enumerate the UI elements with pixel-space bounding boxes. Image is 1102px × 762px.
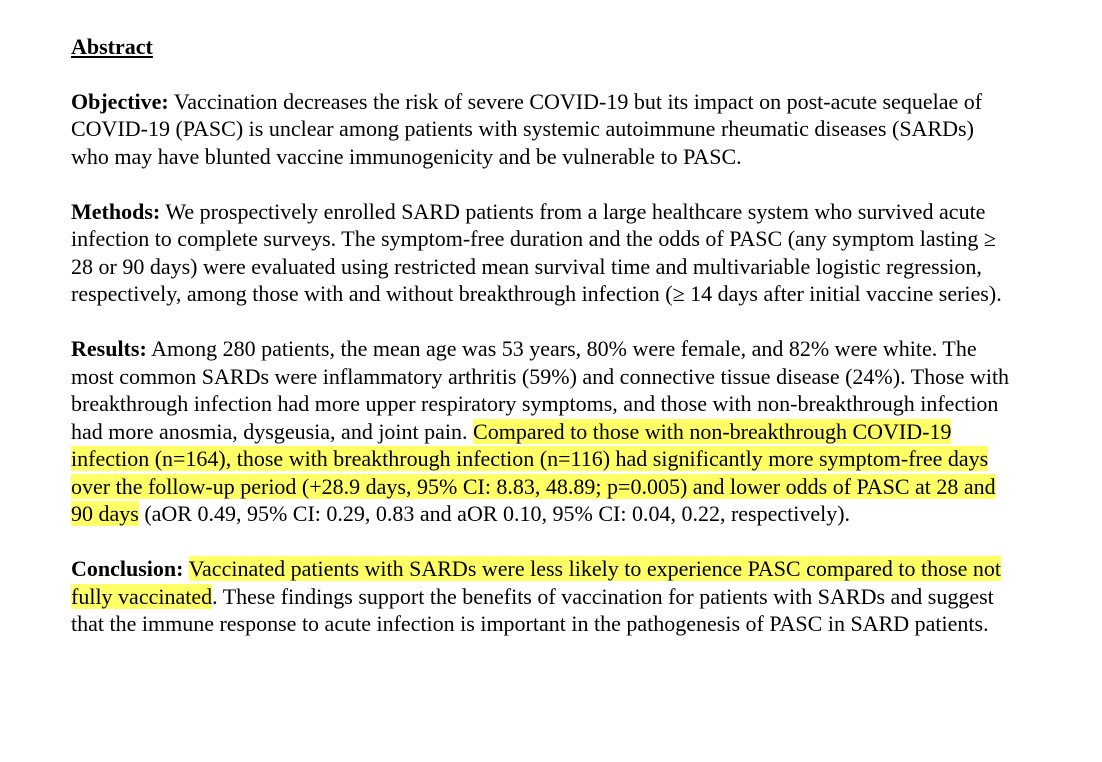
results-paragraph	[71, 335, 1016, 528]
methods-text: We prospectively enrolled SARD patients from a large healthcare system who survived acute infection to complete surveys. The symptom-free duration and the odds of PASC (any symptom lasting ≥ 28 or 90 days) were evaluated using restricted mean survival time and multivariable logistic regression, respectively, among those with and without breakthrough infection (≥ 14 days after initial vaccine series).	[71, 198, 1002, 306]
results-text-before: Among 280 patients, the mean age was 53 years, 80% were female, and 82% were white. The most common SARDs were inflammatory arthritis (59%) and connective tissue disease (24%). Those with breakthrough infection had more upper respiratory symptoms, and those with non-breakthrough infection had more anosmia, dysgeusia, and joint pain.	[71, 336, 1010, 444]
conclusion-paragraph	[71, 555, 1016, 638]
conclusion-highlighted-text: Vaccinated patients with SARDs were less likely to experience PASC compared to those not fully vaccinated	[71, 556, 1002, 609]
results-text-after: (aOR 0.49, 95% CI: 0.29, 0.83 and aOR 0.10, 95% CI: 0.04, 0.22, respectively).	[138, 501, 851, 526]
abstract-heading: Abstract	[71, 34, 153, 59]
objective-paragraph	[71, 88, 1016, 171]
objective-text: Vaccination decreases the risk of severe COVID-19 but its impact on post-acute sequelae of COVID-19 (PASC) is unclear among patients with systemic autoimmune rheumatic diseases (SARDs) who may have blunted vaccine immunogenicity and be vulnerable to PASC.	[71, 88, 983, 169]
results-label: Results:	[71, 336, 147, 361]
methods-paragraph	[71, 198, 1016, 308]
results-highlighted-text: Compared to those with non-breakthrough COVID-19 infection (n=164), those with breakthrough infection (n=116) had significantly more symptom-free days over the follow-up period (+28.9 days, 95% CI: 8.83, 48.89; p=0.005) and lower odds of PASC at 28 and 90 days	[71, 418, 996, 526]
methods-label: Methods:	[71, 198, 161, 224]
conclusion-label: Conclusion:	[71, 556, 184, 581]
conclusion-text-after: . These findings support the benefits of vaccination for patients with SARDs and suggest that the immune response to acute infection is important in the pathogenesis of PASC in SARD patients.	[71, 583, 994, 636]
conclusion-space	[183, 556, 188, 581]
document-page	[71, 33, 1016, 665]
objective-label: Objective:	[71, 88, 169, 114]
